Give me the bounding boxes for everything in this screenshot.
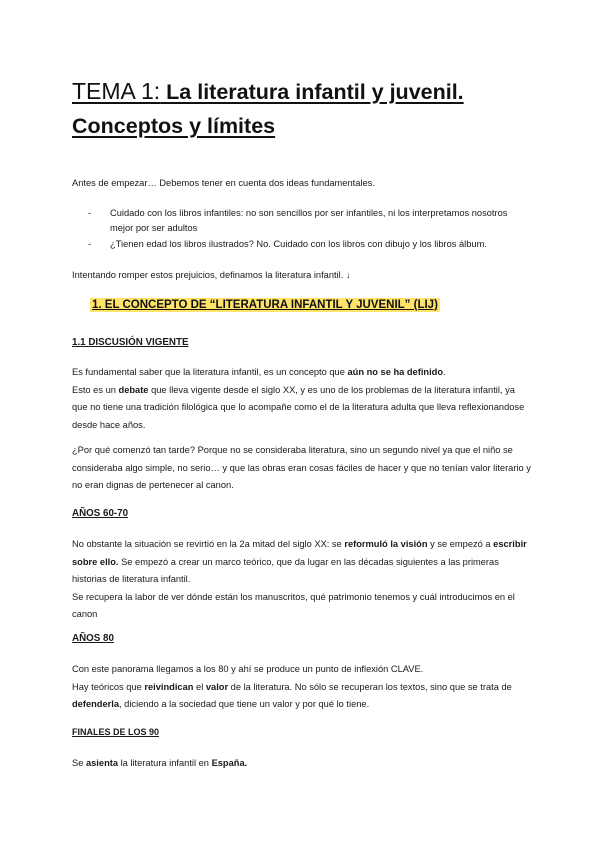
- bullet-text: Cuidado con los libros infantiles: no son sencillos por ser infantiles, ni los interpretamos nosotros mejor por ser adultos: [110, 208, 508, 233]
- intro-paragraph: Antes de empezar… Debemos tener en cuenta dos ideas fundamentales.: [72, 178, 375, 188]
- page-title: [72, 74, 542, 143]
- paragraph: Se asienta la literatura infantil en España.: [72, 758, 248, 768]
- title-prefix: TEMA 1:: [72, 78, 161, 104]
- bullet-marker: -: [88, 239, 92, 249]
- list-item: [88, 237, 528, 252]
- subsection-heading: FINALES DE LOS 90: [72, 727, 160, 737]
- list-item: [88, 206, 528, 235]
- paragraph: ¿Por qué comenzó tan tarde? Porque no se consideraba literatura, sino un segundo nivel ya que el niño se consideraba algo simple, no serio… y que las obras eran cosas fáciles de hacer y que no tenían valor literario y no eran dignas de pertenecer al canon.: [72, 445, 531, 490]
- section-heading-1: 1. EL CONCEPTO DE “LITERATURA INFANTIL Y JUVENIL” (LIJ): [92, 299, 438, 311]
- subsection-heading: 1.1 DISCUSIÓN VIGENTE: [72, 337, 189, 348]
- paragraph: No obstante la situación se revirtió en la 2a mitad del siglo XX: se reformuló la visión y se empezó a escribir sobre ello. Se empezó a crear un marco teórico, que da lugar en las décadas siguientes a las primeras historias de literatura infantil. Se recupera la labor de ver dónde están los manuscritos, qué patrimonio tenemos y cuál introducimos en el canon: [72, 539, 527, 619]
- paragraph: Es fundamental saber que la literatura infantil, es un concepto que aún no se ha definido. Esto es un debate que lleva vigente desde el siglo XX, y es uno de los problemas de la literatura infantil, ya que no tiene una tradición filológica que lo acompañe como el de la literatura adulta que lleva reflexionandose desde hace años.: [72, 367, 525, 430]
- subsection-heading: AÑOS 60-70: [72, 508, 129, 519]
- bullet-marker: -: [88, 208, 92, 218]
- subsection-heading: AÑOS 80: [72, 633, 114, 644]
- bullet-list: [88, 206, 528, 254]
- title-rest: La literatura infantil y juvenil. Conceptos y límites: [72, 80, 464, 138]
- intro-paragraph-2: Intentando romper estos prejuicios, definamos la literatura infantil. ↓: [72, 270, 351, 280]
- paragraph: Con este panorama llegamos a los 80 y ahí se produce un punto de inflexión CLAVE. Hay teóricos que reivindican el valor de la literatura. No sólo se recuperan los textos, sino que se trata de defenderla, diciendo a la sociedad que tiene un valor y por qué lo tiene.: [72, 664, 512, 709]
- bullet-text: ¿Tienen edad los libros ilustrados? No. Cuidado con los libros con dibujo y los libros álbum.: [110, 239, 487, 249]
